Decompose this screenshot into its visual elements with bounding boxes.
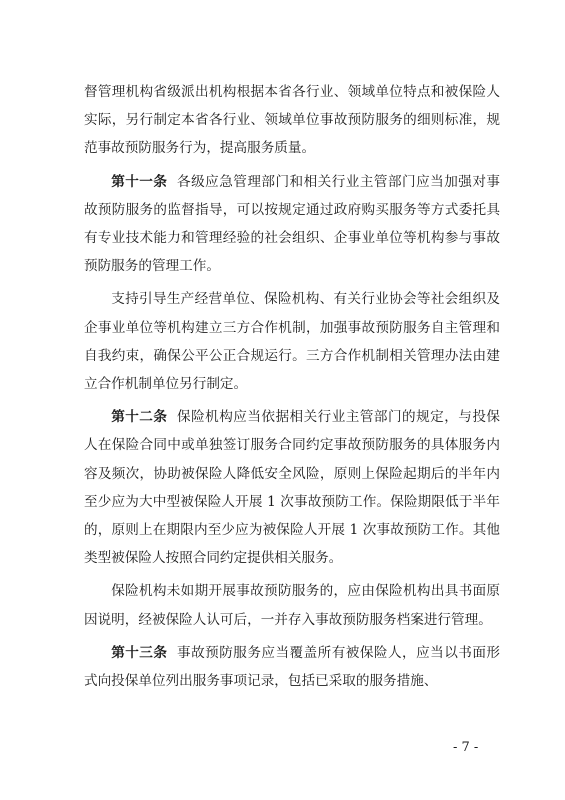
article-heading: 第十一条 <box>111 173 168 190</box>
paragraph-continuation <box>84 78 500 163</box>
page-number: - 7 - <box>453 740 479 755</box>
paragraph-unfulfilled <box>84 577 500 633</box>
paragraph-text: 事故预防服务应当覆盖所有被保险人，应当以书面形式向投保单位列出服务事项记录，包括已采取的服务措施、 <box>84 644 500 690</box>
paragraph-text: 各级应急管理部门和相关行业主管部门应当加强对事故预防服务的监督指导，可以按规定通过政府购买服务等方式委托具有专业技术能力和管理经验的社会组织、企事业单位等机构参与事故预防服务的管理工作。 <box>84 173 500 275</box>
paragraph-support <box>84 285 500 398</box>
article-heading: 第十二条 <box>111 409 168 426</box>
paragraph-text: 保险机构未如期开展事故预防服务的，应由保险机构出具书面原因说明，经被保险人认可后，一并存入事故预防服务档案进行管理。 <box>84 583 500 628</box>
article-heading: 第十三条 <box>111 644 168 661</box>
article-12 <box>84 403 500 572</box>
document-body <box>84 78 500 700</box>
article-11 <box>84 168 500 281</box>
paragraph-text: 支持引导生产经营单位、保险机构、有关行业协会等社会组织及企事业单位等机构建立三方合作机制，加强事故预防服务自主管理和自我约束，确保公平公正合规运行。三方合作机制相关管理办法由建立合作机制单位另行制定。 <box>84 291 500 393</box>
paragraph-text: 督管理机构省级派出机构根据本省各行业、领域单位特点和被保险人实际，另行制定本省各行业、领域单位事故预防服务的细则标准，规范事故预防服务行为，提高服务质量。 <box>84 84 500 157</box>
article-13 <box>84 639 500 695</box>
paragraph-text: 保险机构应当依据相关行业主管部门的规定，与投保人在保险合同中或单独签订服务合同约定事故预防服务的具体服务内容及频次，协助被保险人降低安全风险，原则上保险起期后的半年内至少应为大中型被保险人开展 1 次事故预防工作。保险期限低于半年的，原则上在期限内至少应为被保险人开展 1 次事故预防工作。其他类型被保险人按照合同约定提供相关服务。 <box>84 409 500 567</box>
